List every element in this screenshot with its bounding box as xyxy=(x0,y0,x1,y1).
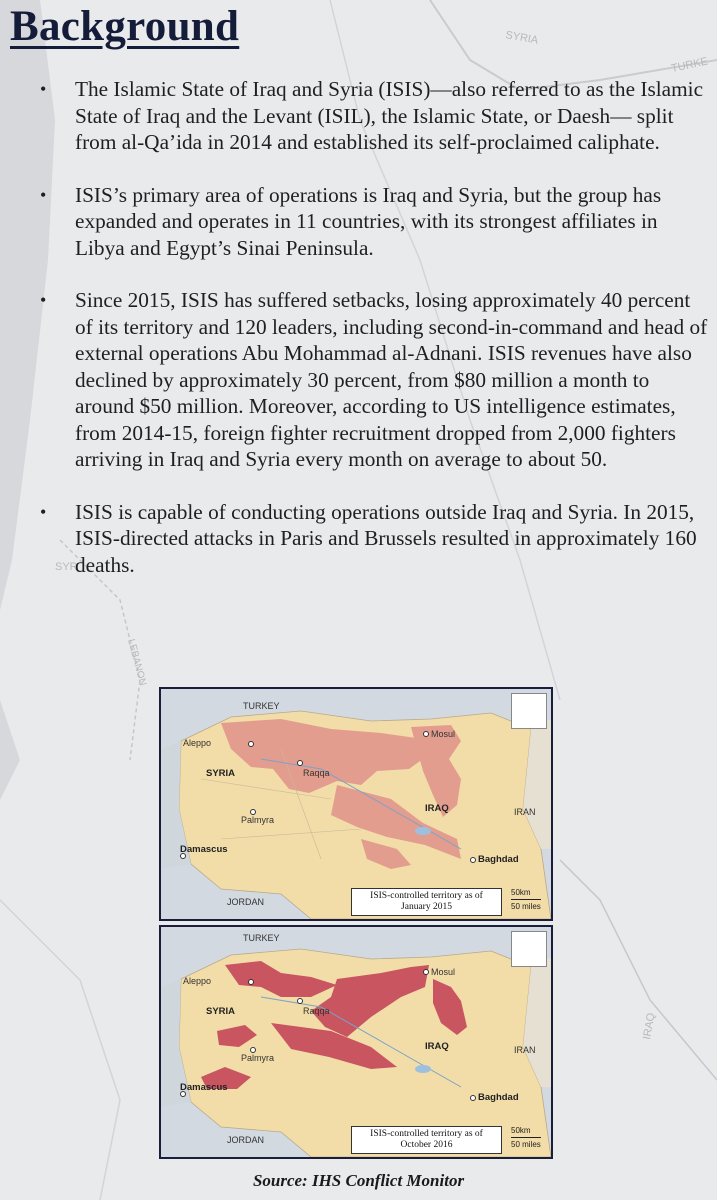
locator-globe-icon xyxy=(511,693,547,729)
label-syria: SYRIA xyxy=(206,1006,236,1017)
label-aleppo: Aleppo xyxy=(183,738,212,748)
bullet-item xyxy=(40,499,712,579)
label-turkey: TURKEY xyxy=(243,701,280,711)
label-turkey: TURKEY xyxy=(243,933,280,943)
label-iran: IRAN xyxy=(514,807,536,817)
label-raqqa: Raqqa xyxy=(303,1006,330,1016)
label-raqqa: Raqqa xyxy=(303,768,330,778)
bullet-item xyxy=(40,287,712,473)
bg-label-turkey: TURKE xyxy=(670,55,710,75)
map-caption: ISIS-controlled territory as of January 2015 xyxy=(351,888,502,916)
bg-label-syria: SYRIA xyxy=(504,29,540,47)
label-mosul: Mosul xyxy=(431,729,456,739)
source-citation: Source: IHS Conflict Monitor xyxy=(252,1171,465,1190)
bg-label-syr: SYR xyxy=(55,561,78,573)
bullet-marker: • xyxy=(40,290,47,310)
bullet-list xyxy=(40,76,712,604)
bullet-marker: • xyxy=(40,79,47,99)
bullet-marker: • xyxy=(40,184,47,205)
bg-label-iraq: IRAQ xyxy=(641,1011,658,1041)
bullet-text: Since 2015, ISIS has suffered setbacks, losing approximately 40 percent of its territory and 120 leaders, including second-in-command and head of external operations Abu Mohammad al-Adnani. ISIS revenues have also declined by approximately 30 percent, from $80 million a month to around $50 million. Moreover, according to US intelligence estimates, from 2014-15, foreign fighter recruitment dropped from 2,000 fighters arriving in Iraq and Syria every month on average to about 50. xyxy=(75,288,708,471)
bullet-marker: • xyxy=(40,501,47,522)
label-syria: SYRIA xyxy=(206,768,236,779)
label-damascus: Damascus xyxy=(180,1082,228,1093)
isis-territory-map-2015 xyxy=(159,687,553,921)
label-damascus: Damascus xyxy=(180,844,228,855)
label-jordan: JORDAN xyxy=(227,897,265,907)
scale-miles: 50 miles xyxy=(511,902,541,911)
bullet-item xyxy=(40,182,712,262)
label-iraq: IRAQ xyxy=(425,803,449,814)
label-jordan: JORDAN xyxy=(227,1135,265,1145)
label-baghdad: Baghdad xyxy=(478,1092,519,1103)
locator-globe-icon xyxy=(511,931,547,967)
bullet-item xyxy=(40,76,712,156)
label-palmyra: Palmyra xyxy=(241,1053,275,1063)
scale-km: 50km xyxy=(511,1126,531,1135)
label-iran: IRAN xyxy=(514,1045,536,1055)
label-mosul: Mosul xyxy=(431,967,456,977)
bg-label-lebanon: LEBANON xyxy=(125,637,149,687)
scale-km: 50km xyxy=(511,888,531,897)
bullet-text: The Islamic State of Iraq and Syria (ISIS)—also referred to as the Islamic State of Iraq and the Levant (ISIL), the Islamic State, or Daesh— split from al-Qa’ida in 2014 and established its self-proclaimed caliphate. xyxy=(75,77,704,154)
scale-miles: 50 miles xyxy=(511,1140,541,1149)
label-palmyra: Palmyra xyxy=(241,815,275,825)
label-iraq: IRAQ xyxy=(425,1041,449,1052)
map-caption: ISIS-controlled territory as of October 2016 xyxy=(351,1126,502,1154)
map-graphic xyxy=(161,689,551,919)
page-title: Background xyxy=(10,3,240,50)
bullet-text: ISIS’s primary area of operations is Iraq and Syria, but the group has expanded and operates in 11 countries, with its strongest affiliates in Libya and Egypt’s Sinai Peninsula. xyxy=(75,182,662,260)
isis-territory-map-2016 xyxy=(159,925,553,1159)
label-aleppo: Aleppo xyxy=(183,976,212,986)
map-graphic xyxy=(161,927,551,1157)
label-baghdad: Baghdad xyxy=(478,854,519,865)
bullet-text: ISIS is capable of conducting operations outside Iraq and Syria. In 2015, ISIS-directed attacks in Paris and Brussels resulted in approximately 160 deaths. xyxy=(75,499,697,577)
